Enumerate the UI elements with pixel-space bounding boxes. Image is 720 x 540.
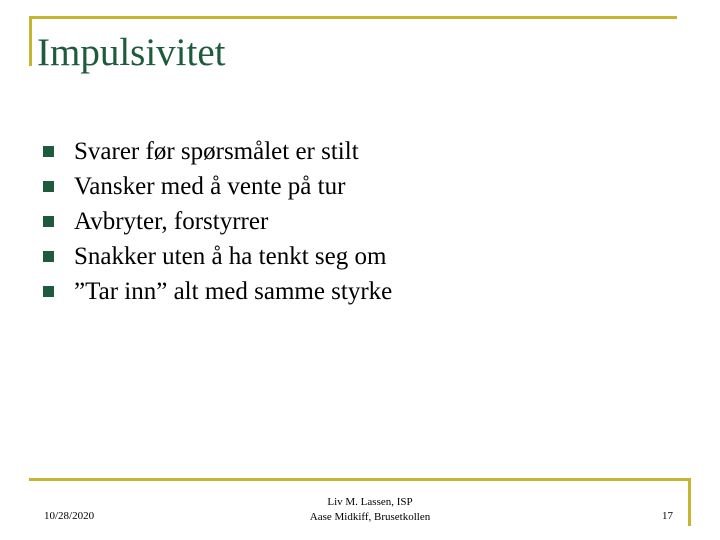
footer-author-line-1: Liv M. Lassen, ISP xyxy=(327,496,413,508)
footer-date: 10/28/2020 xyxy=(44,510,95,522)
footer-divider-line xyxy=(29,478,691,481)
page-number: 17 xyxy=(662,510,673,522)
bullet-text: Avbryter, forstyrrer xyxy=(74,207,269,235)
slide-title: Impulsivitet xyxy=(37,31,226,74)
bullet-text: ”Tar inn” alt med samme styrke xyxy=(74,277,393,305)
square-bullet-icon xyxy=(43,286,54,297)
footer-author xyxy=(260,495,480,525)
bullet-item xyxy=(43,134,392,169)
bullet-text: Svarer før spørsmålet er stilt xyxy=(74,137,359,165)
bullet-item xyxy=(43,204,392,239)
bullet-item xyxy=(43,169,392,204)
square-bullet-icon xyxy=(43,146,54,157)
bullet-item xyxy=(43,239,392,274)
square-bullet-icon xyxy=(43,251,54,262)
bullet-text: Snakker uten å ha tenkt seg om xyxy=(74,242,387,270)
footer-frame-right-line xyxy=(688,478,691,526)
title-frame-left-line xyxy=(29,16,32,66)
bullet-list xyxy=(43,134,392,309)
bullet-text: Vansker med å vente på tur xyxy=(74,172,346,200)
footer-author-line-2: Aase Midkiff, Brusetkollen xyxy=(309,511,431,523)
bullet-item xyxy=(43,274,392,309)
title-frame-top-line xyxy=(29,16,677,19)
square-bullet-icon xyxy=(43,181,54,192)
square-bullet-icon xyxy=(43,216,54,227)
